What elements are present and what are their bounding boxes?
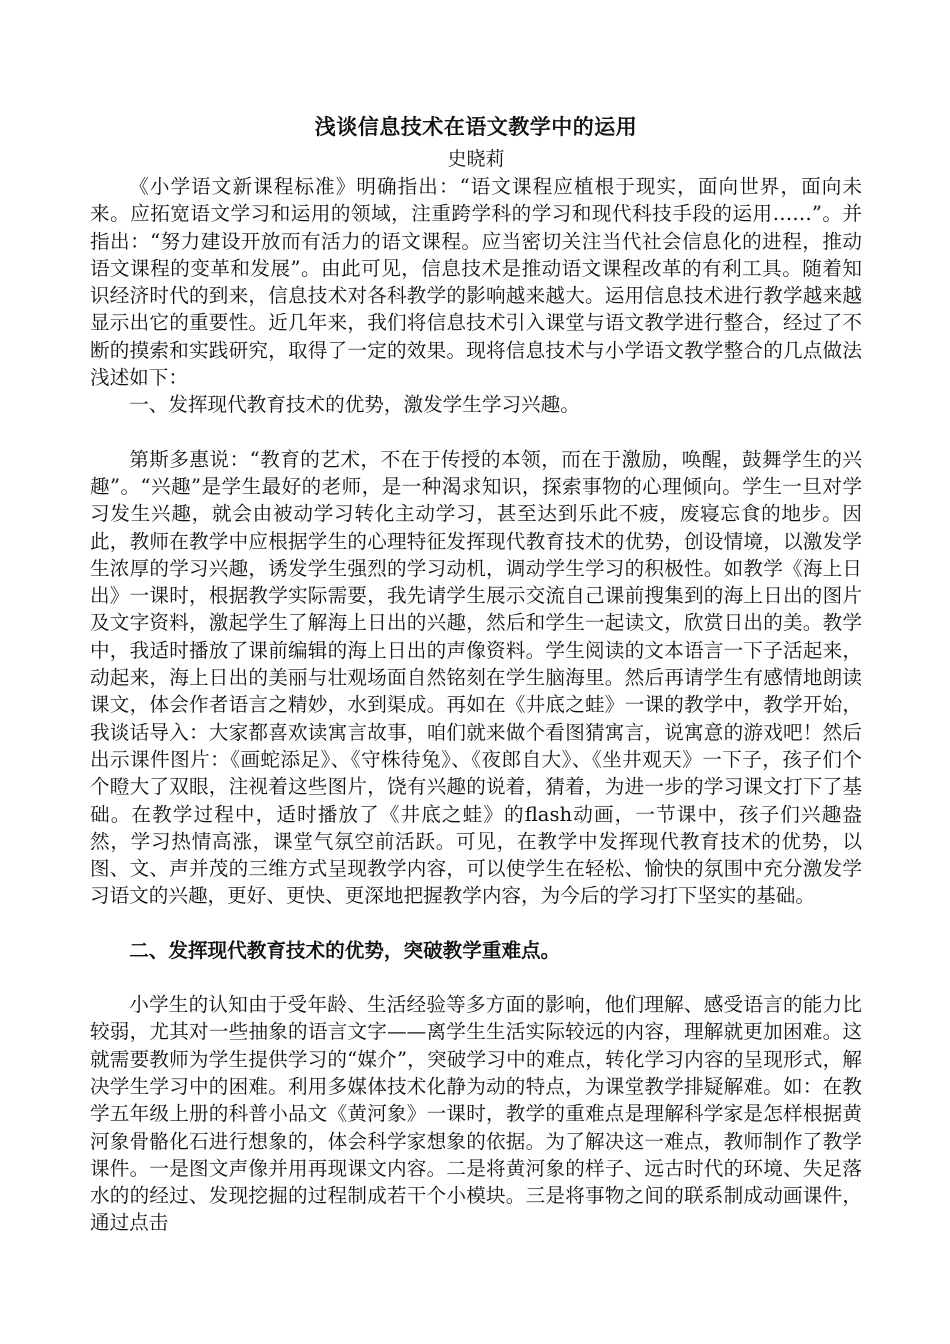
section1-heading: 一、发挥现代教育技术的优势，激发学生学习兴趣。 bbox=[129, 393, 580, 417]
intro-paragraph: 《小学语文新课程标准》明确指出：“语文课程应植根于现实，面向世界，面向未来。应拓宽语文学习和运用的领域，注重跨学科的学习和现代科技手段的运用……”。并指出：“努力建设开放而有活力的语文课程。应当密切关注当代社会信息化的进程，推动语文课程的变革和发展”。由此可见，信息技术是推动语文课程改革的有利工具。随着知识经济时代的到来，信息技术对各科教学的影响越来越大。运用信息技术进行教学越来越显示出它的重要性。近几年来，我们将信息技术引入课堂与语文教学进行整合，经过了不断的摸索和实践研究，取得了一定的效果。现将信息技术与小学语文教学整合的几点做法浅述如下： bbox=[90, 175, 862, 390]
section1-paragraph: 第斯多惠说：“教育的艺术，不在于传授的本领，而在于激励，唤醒，鼓舞学生的兴趣”。“兴趣”是学生最好的老师，是一种渴求知识，探索事物的心理倾向。学生一旦对学习发生兴趣，就会由被动学习转化主动学习，甚至达到乐此不疲，废寝忘食的地步。因此，教师在教学中应根据学生的心理特征发挥现代教育技术的优势，创设情境，以激发学生浓厚的学习兴趣，诱发学生强烈的学习动机，调动学生学习的积极性。如教学《海上日出》一课时，根据教学实际需要，我先请学生展示交流自己课前搜集到的海上日出的图片及文字资料，激起学生了解海上日出的兴趣，然后和学生一起读文，欣赏日出的美。教学中，我适时播放了课前编辑的海上日出的声像资料。学生阅读的文本语言一下子活起来，动起来，海上日出的美丽与壮观场面自然铭刻在学生脑海里。然后再请学生有感情地朗读课文，体会作者语言之精妙，水到渠成。再如在《井底之蛙》一课的教学中，教学开始，我谈话导入：大家都喜欢读寓言故事，咱们就来做个看图猜寓言，说寓意的游戏吧！然后出示课件图片：《画蛇添足》、《守株待兔》、《夜郎自大》、《坐井观天》一下子，孩子们个个瞪大了双眼，注视着这些图片，饶有兴趣的说着，猜着，为进一步的学习课文打下了基础。在教学过程中，适时播放了《井底之蛙》的flash动画，一节课中，孩子们兴趣盎然，学习热情高涨，课堂气氛空前活跃。可见，在教学中发挥现代教育技术的优势，以图、文、声并茂的三维方式呈现教学内容，可以使学生在轻松、愉快的氛围中充分激发学习语文的兴趣，更好、更快、更深地把握教学内容，为今后的学习打下坚实的基础。 bbox=[90, 447, 862, 908]
section2-paragraph: 小学生的认知由于受年龄、生活经验等多方面的影响，他们理解、感受语言的能力比较弱，尤其对一些抽象的语言文字——离学生生活实际较远的内容，理解就更加困难。这就需要教师为学生提供学习的“媒介”，突破学习中的难点，转化学习内容的呈现形式，解决学生学习中的困难。利用多媒体技术化静为动的特点，为课堂教学排疑解难。如：在教学五年级上册的科普小品文《黄河象》一课时，教学的重难点是理解科学家是怎样根据黄河象骨骼化石进行想象的，体会科学家想象的依据。为了解决这一难点，教师制作了教学课件。一是图文声像并用再现课文内容。二是将黄河象的样子、远古时代的环境、失足落水的的经过、发现挖掘的过程制成若干个小模块。三是将事物之间的联系制成动画课件，通过点击 bbox=[90, 993, 862, 1235]
section2-heading: 二、发挥现代教育技术的优势，突破教学重难点。 bbox=[129, 938, 561, 962]
document-author: 史晓莉 bbox=[447, 148, 505, 170]
paragraph-gap bbox=[90, 419, 862, 446]
paragraph-gap bbox=[90, 910, 862, 937]
document-title: 浅谈信息技术在语文教学中的运用 bbox=[314, 115, 638, 139]
document-page bbox=[90, 112, 862, 1237]
paragraph-gap bbox=[90, 964, 862, 991]
